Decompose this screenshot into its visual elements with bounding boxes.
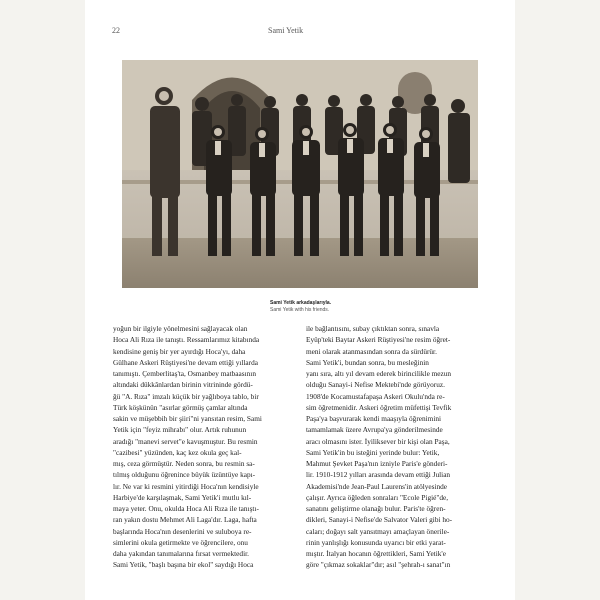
text-line: 1908'de Kocamustafapaşa Askeri Okulu'nda re- [306,391,445,401]
text-line: simlerini okula getirmekte ve öğrencilere, onu [113,537,248,547]
text-line: Harbiye'de karşılaşmak, Sami Yetik'i mutlu kıl- [113,492,252,502]
text-line: olduğu Sanayi-i Nefise Mektebi'nde görüyoruz. [306,380,445,390]
caption-turkish: Sami Yetik arkadaşlarıyla. [270,300,332,306]
text-line: caları; doğayı salt yansıtmayı amaçlayan önerile- [306,526,450,536]
group-photo-image [122,60,478,288]
text-line: başlarında Hoca'nın desenlerini ve suluboya re- [113,526,252,536]
text-line: meni olarak atanmasından sonra da sürdürür. [306,346,437,356]
text-line: daha yakından tanımalarına fırsat vermektedir. [113,549,249,558]
text-line: tanımıştı. Çemberlitaş'ta, Osmanbey matbaasının [113,369,256,378]
text-line: lır. Ne var ki resmini yitirdiği Hoca'nın kendisiyle [113,481,259,491]
text-line: Mahmut Şevket Paşa'nın izniyle Paris'e gönderi- [306,459,448,468]
text-line: ile bağlantısını, subay çıktıktan sonra, sınavla [306,324,440,333]
text-column-left [113,323,291,571]
text-line: yanı sıra, altı yıl devam ederek birincilikle mezun [306,369,452,378]
caption-english: Sami Yetik with his friends. [270,307,330,313]
text-line: Hoca Ali Rıza ile tanıştı. Ressamlarımız kitabında [113,335,260,345]
text-line: dikleri, Sanayi-i Nefise'de Salvator Valeri gibi ho- [306,515,453,525]
text-line: Paşa'ya başvurarak kendi maaşıyla öğrenimini [306,414,442,423]
group-photo [122,60,478,288]
photo-caption [270,300,380,314]
text-line: "cazibesi" yüzünden, kaç kez okula geç kal- [113,447,242,457]
text-line: mıştır. İtalyan hocanın öğrettikleri, Sami Yetik'e [306,549,446,558]
text-line: tılmış olduğunu öğrenince büyük üzüntüye kapı- [113,470,256,480]
text-line: Sami Yetik'i, bundan sonra, bu mesleğinin [306,357,429,367]
text-line: Akademisi'nde Jean-Paul Laurens'in atölyesinde [306,481,448,491]
text-line: ran yakın dostu Mehmet Ali Laga'dır. Laga, hafta [113,515,257,525]
running-head: Sami Yetik [268,26,304,35]
text-line: sanatını geliştirme olanağı bulur. Paris'te öğren- [306,504,446,513]
text-line: Sami Yetik, "başlı başına bir ekol" saydığı Hoca [113,560,254,570]
text-line: maya yeter. Onu, okulda Hoca Ali Rıza ile tanıştı- [113,504,259,513]
text-line: mış, ceza görmüştür. Neden sonra, bu resmin sa- [113,459,255,468]
text-line: çalışır. Ayrıca öğleden sonraları "Ecole Pigié"de, [306,492,449,502]
text-line: Yetik için "feyiz mihrabı" olur. Artık ruhunun [113,425,247,435]
text-line: Türk köşkünün "asırlar görmüş çamlar altında [113,402,248,412]
text-line: altındaki dükkânlardan birinin vitrininde gördü- [113,380,253,390]
page-header [108,26,488,38]
text-line: lir. 1910-1912 yılları arasında devam ettiği Julian [306,470,451,480]
text-line: Gülhane Askeri Rüştiyesi'ne devam ettiği yıllarda [113,357,258,367]
text-line: kendisine geniş bir yer ayırdığı Hoca'yı, daha [113,346,246,356]
text-column-right [306,323,484,571]
text-line: sakin ve müşebbih bir şiiri"ni yansıtan resim, Sami [113,414,262,423]
text-line: göre "çıkmaz sokaklar"dır; asıl "şehrah-ı sanat"ın [306,560,451,570]
text-line: aradığı "manevi servet"e kavuşmuştur. Bu resmin [113,436,258,446]
text-line: Sami Yetik'in bu isteğini yerinde bulur: Yetik, [306,447,440,457]
text-line: tamamlamak üzere Avrupa'ya gönderilmesinde [306,425,443,435]
page-number: 22 [112,26,120,35]
text-line: sim öğretmenidir. Askeri öğretim müfettişi Tevfik [306,402,452,412]
text-line: ğü "A. Rıza" imzalı küçük bir yağlıboya tablo, bir [113,391,259,401]
text-line: rinin yanlışlığı konusunda uyarıcı bir etki yarat- [306,537,446,547]
text-line: yoğun bir ilgiyle yönelmesini sağlayacak olan [113,324,248,333]
text-line: aracı olmasını ister. İyiliksever bir kişi olan Paşa, [306,436,450,446]
text-line: Eyüp'teki Baytar Askeri Rüştiyesi'ne resim öğret- [306,335,451,345]
